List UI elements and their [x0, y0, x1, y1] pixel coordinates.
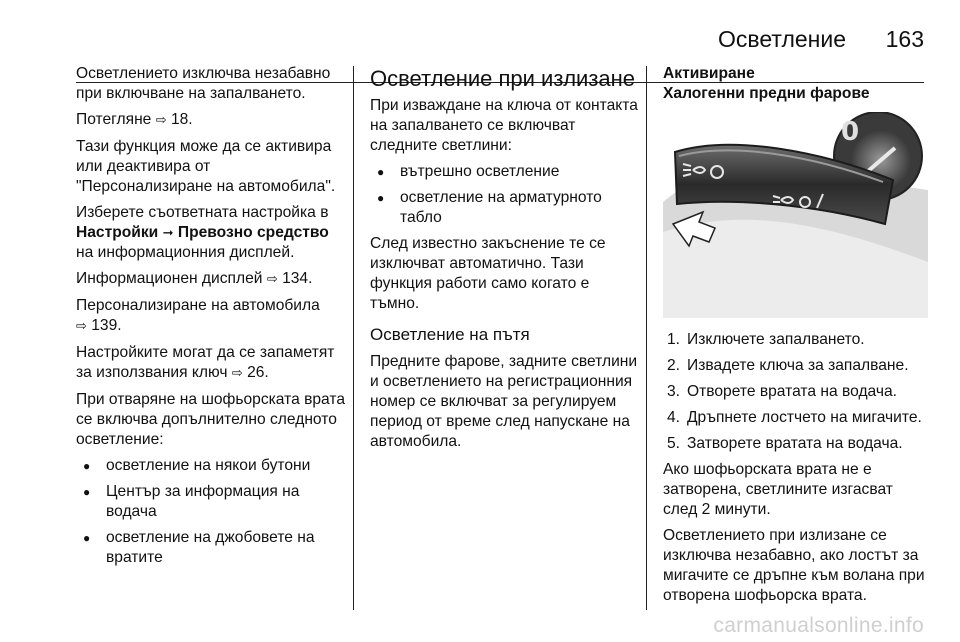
list-item: 2. Извадете ключа за запалване. [667, 357, 909, 374]
menu-arrow-icon: ➞ [162, 225, 174, 240]
cross-reference[interactable]: Потегляне ⇨ 18. [76, 111, 193, 128]
subsection-heading: Осветление на пътя [370, 325, 530, 344]
paragraph: Осветлението при излизане се изключва незабавно, ако лостът за мигачите се дръпне към волана при отворена шофьорска врата. [663, 527, 925, 604]
section-title: Осветление [718, 26, 846, 52]
paragraph: Тази функция може да се активира или деактивира от "Персонализиране на автомобила". [76, 138, 336, 195]
menu-item-vehicle: Превозно средство [177, 224, 329, 241]
list-item: 5. Затворете вратата на водача. [667, 435, 903, 452]
watermark: carmanualsonline.info [713, 614, 924, 637]
column-3 [663, 64, 928, 612]
list-item: 4. Дръпнете лостчето на мигачите. [667, 409, 922, 426]
cross-reference[interactable]: Персонализиране на автомобила ⇨ 139. [76, 297, 320, 334]
step-list [663, 330, 928, 454]
paragraph: Ако шофьорската врата не е затворена, светлините изгасват след 2 минути. [663, 461, 893, 518]
paragraph: При изваждане на ключа от контакта на запалването се включват следните светлини: [370, 97, 638, 154]
bullet-list [76, 456, 348, 568]
ref-arrow-icon: ⇨ [231, 366, 243, 381]
ref-arrow-icon: ⇨ [266, 272, 278, 287]
paragraph: Осветлението изключва незабавно при включване на запалването. [76, 65, 331, 102]
list-item: 3. Отворете вратата на водача. [667, 383, 898, 400]
column-divider-2 [646, 66, 647, 610]
cross-reference-page[interactable]: 26. [247, 364, 269, 381]
page-number: 163 [885, 26, 924, 52]
ref-arrow-icon: ⇨ [76, 319, 87, 334]
section-heading: Осветление при излизане [370, 66, 636, 91]
paragraph: След известно закъснение те се изключват автоматично. Тази функция работи само когато е тъмно. [370, 235, 606, 312]
ref-arrow-icon: ⇨ [155, 113, 167, 128]
list-item: ● вътрешно осветление [370, 162, 640, 182]
subhead-halogen-headlights: Халогенни предни фарове [663, 85, 870, 102]
knob-label: 0 [841, 117, 860, 147]
bullet-list [370, 162, 640, 228]
paragraph: Предните фарове, задните светлини и осветлението на регистрационния номер се включват за регулируем период от време след напускане на автомобила. [370, 353, 638, 450]
list-item: ● осветление на джобовете на вратите [76, 528, 348, 568]
column-1 [76, 64, 348, 574]
subhead-activation: Активиране [663, 65, 755, 82]
headlight-stalk-illustration [663, 112, 928, 318]
page-header [0, 26, 960, 60]
paragraph: При отваряне на шофьорската врата се включва допълнително следното осветление: [76, 391, 346, 448]
list-item: ● осветление на арматурното табло [370, 188, 640, 228]
menu-item-settings: Настройки [76, 224, 159, 241]
paragraph-menu-path: Изберете съответната настройка в Настройки ➞ Превозно средство на информационния дисплей. [76, 204, 329, 261]
cross-reference[interactable]: Информационен дисплей ⇨ 134. [76, 270, 313, 287]
column-2 [370, 64, 640, 458]
list-item: ● Център за информация на водача [76, 482, 348, 522]
list-item: 1. Изключете запалването. [667, 331, 865, 348]
column-divider-1 [353, 66, 354, 610]
paragraph: Настройките могат да се запаметят за използвания ключ ⇨ 26. [76, 344, 335, 381]
list-item: ● осветление на някои бутони [76, 456, 348, 476]
